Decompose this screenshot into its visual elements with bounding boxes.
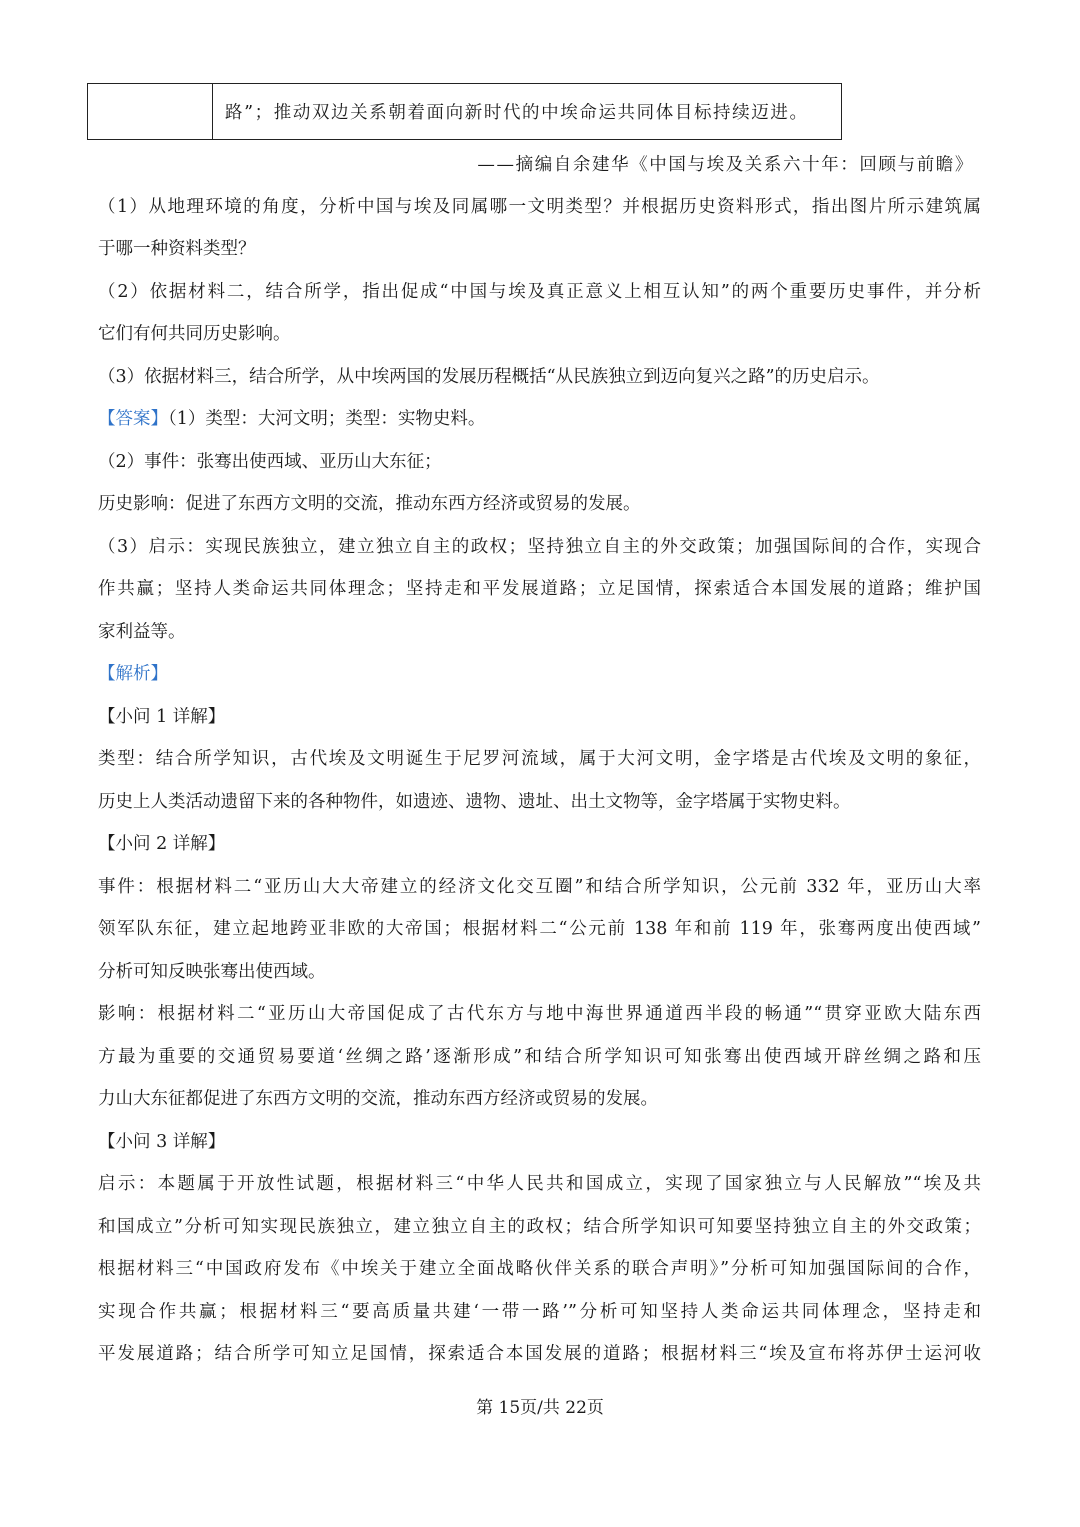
answer-2-line-1: （2）事件：张骞出使西域、亚历山大东征； <box>98 452 442 472</box>
sub-question-1-line-1: 类型：结合所学知识，古代埃及文明诞生于尼罗河流域，属于大河文明，金字塔是古代埃及文明的象征， <box>98 749 981 769</box>
analysis-tag: 【解析】 <box>98 664 168 684</box>
answer-1: （1）类型：大河文明；类型：实物史料。 <box>168 409 486 429</box>
sub-question-3-line-1: 启示：本题属于开放性试题，根据材料三“中华人民共和国成立，实现了国家独立与人民解放”“埃及共 <box>98 1174 981 1194</box>
answer-3-line-2: 作共赢；坚持人类命运共同体理念；坚持走和平发展道路；立足国情，探索适合本国发展的道路；维护国 <box>98 579 981 599</box>
sub-question-3-line-2: 和国成立”分析可知实现民族独立，建立独立自主的政权；结合所学知识可知要坚持独立自主的外交政策； <box>98 1217 981 1237</box>
sub-question-3-line-4: 实现合作共赢；根据材料三“要高质量共建‘一带一路’”分析可知坚持人类命运共同体理念，坚持走和 <box>98 1302 981 1322</box>
question-1-line-2: 于哪一种资料类型？ <box>98 239 256 259</box>
sub-question-2-line-4: 影响：根据材料二“亚历山大帝国促成了古代东方与地中海世界通道西半段的畅通”“贯穿亚欧大陆东西 <box>98 1004 981 1024</box>
sub-question-2-line-1: 事件：根据材料二“亚历山大大帝建立的经济文化交互圈”和结合所学知识，公元前 332 年，亚历山大率 <box>98 877 981 897</box>
material-table <box>87 83 842 140</box>
sub-question-1-line-2: 历史上人类活动遗留下来的各种物件，如遗迹、遗物、遗址、出土文物等，金字塔属于实物史料。 <box>98 792 851 812</box>
question-2-line-2: 它们有何共同历史影响。 <box>98 324 291 344</box>
answer-3-line-3: 家利益等。 <box>98 622 186 642</box>
sub-question-3-heading: 【小问 3 详解】 <box>98 1132 226 1152</box>
sub-question-1-heading: 【小问 1 详解】 <box>98 707 226 727</box>
sub-question-3-line-3: 根据材料三“中国政府发布《中埃关于建立全面战略伙伴关系的联合声明》”分析可知加强国际间的合作， <box>98 1259 981 1279</box>
question-1-line-1: （1）从地理环境的角度，分析中国与埃及同属哪一文明类型？并根据历史资料形式，指出图片所示建筑属 <box>98 197 981 217</box>
page-number-footer: 第 15页/共 22页 <box>476 1398 604 1418</box>
question-3-line-1: （3）依据材料三，结合所学，从中埃两国的发展历程概括“从民族独立到迈向复兴之路”的历史启示。 <box>98 367 880 387</box>
table-content-cell: 路”；推动双边关系朝着面向新时代的中埃命运共同体目标持续迈进。 <box>225 103 809 123</box>
answer-tag: 【答案】 <box>98 409 168 429</box>
sub-question-2-line-2: 领军队东征，建立起地跨亚非欧的大帝国；根据材料二“公元前 138 年和前 119 年，张骞两度出使西域” <box>98 919 981 939</box>
source-citation: ——摘编自余建华《中国与埃及关系六十年：回顾与前瞻》 <box>477 155 974 175</box>
answer-3-line-1: （3）启示：实现民族独立，建立独立自主的政权；坚持独立自主的外交政策；加强国际间的合作，实现合 <box>98 537 981 557</box>
answer-2-line-2: 历史影响：促进了东西方文明的交流，推动东西方经济或贸易的发展。 <box>98 494 641 514</box>
sub-question-3-line-5: 平发展道路；结合所学可知立足国情，探索适合本国发展的道路；根据材料三“埃及宣布将苏伊士运河收 <box>98 1344 981 1364</box>
answer-line-1 <box>98 405 485 430</box>
sub-question-2-line-6: 力山大东征都促进了东西方文明的交流，推动东西方经济或贸易的发展。 <box>98 1089 658 1109</box>
table-label-cell <box>88 84 213 139</box>
question-2-line-1: （2）依据材料二，结合所学，指出促成“中国与埃及真正意义上相互认知”的两个重要历史事件，并分析 <box>98 282 981 302</box>
sub-question-2-line-3: 分析可知反映张骞出使西域。 <box>98 962 326 982</box>
sub-question-2-line-5: 方最为重要的交通贸易要道‘丝绸之路’逐渐形成”和结合所学知识可知张骞出使西域开辟丝绸之路和压 <box>98 1047 981 1067</box>
sub-question-2-heading: 【小问 2 详解】 <box>98 834 226 854</box>
